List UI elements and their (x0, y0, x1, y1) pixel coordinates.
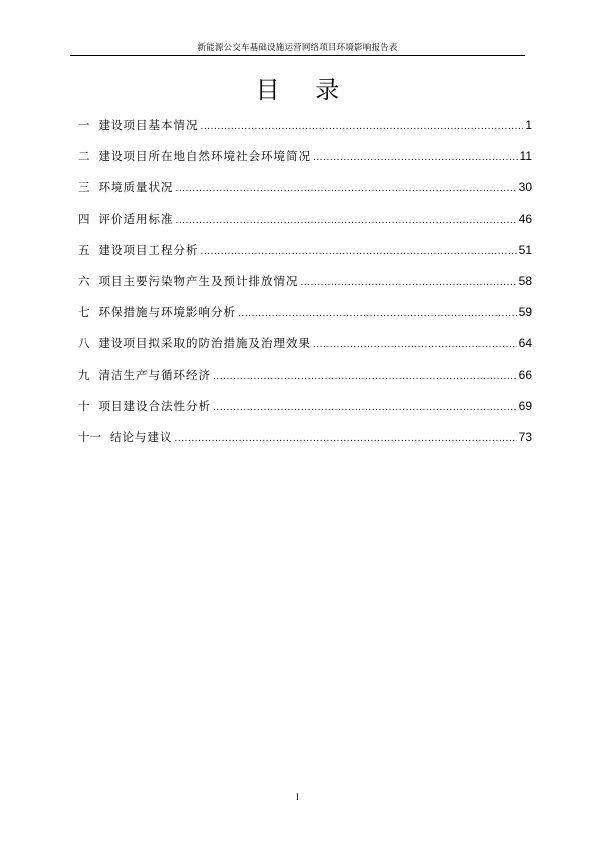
running-header: 新能源公交车基础设施运营网络项目环境影响报告表 (197, 43, 398, 53)
dot-leader (176, 183, 517, 194)
toc-entry-number: 十一 (78, 429, 101, 444)
dot-leader (301, 277, 517, 288)
toc-entry[interactable] (78, 367, 532, 398)
toc-entry-number: 八 (78, 336, 90, 351)
dot-leader (238, 308, 517, 319)
toc-entry-page: 46 (518, 211, 532, 226)
dot-leader (201, 246, 517, 257)
toc-entry-title: 结论与建议 (110, 429, 173, 444)
dot-leader (176, 215, 517, 226)
dot-leader (213, 371, 517, 382)
dot-leader (201, 121, 524, 132)
toc-entry-page: 73 (518, 429, 532, 444)
table-of-contents (78, 117, 532, 460)
toc-entry[interactable] (78, 148, 532, 179)
toc-entry-page: 69 (518, 398, 532, 413)
toc-entry-title: 项目主要污染物产生及预计排放情况 (98, 273, 299, 288)
toc-entry[interactable] (78, 335, 532, 366)
toc-entry-title: 项目建设合法性分析 (98, 398, 211, 413)
toc-entry-number: 六 (78, 273, 90, 288)
toc-entry[interactable] (78, 273, 532, 304)
toc-entry[interactable] (78, 429, 532, 460)
toc-entry-number: 九 (78, 367, 90, 382)
dot-leader (175, 433, 517, 444)
header-divider (70, 55, 525, 56)
toc-entry-number: 七 (78, 305, 90, 320)
toc-entry[interactable] (78, 304, 532, 335)
toc-entry-page: 30 (518, 180, 532, 195)
dot-leader (213, 402, 517, 413)
toc-entry-title: 评价适用标准 (98, 211, 174, 226)
toc-entry-title: 环境质量状况 (98, 180, 174, 195)
toc-entry-page: 64 (518, 336, 532, 351)
dot-leader (313, 339, 517, 350)
toc-entry-number: 一 (78, 118, 90, 132)
toc-entry-page: 58 (518, 273, 532, 288)
toc-entry-number: 二 (78, 149, 90, 164)
toc-entry-title: 环保措施与环境影响分析 (98, 305, 236, 320)
toc-entry-number: 五 (78, 242, 90, 257)
toc-entry-number: 三 (78, 180, 90, 195)
toc-entry-title: 建设项目拟采取的防治措施及治理效果 (98, 336, 311, 351)
page-title: 目 录 (255, 76, 354, 104)
toc-entry-page: 1 (525, 118, 532, 132)
toc-entry[interactable] (78, 179, 532, 210)
toc-entry-page: 51 (518, 242, 532, 257)
toc-entry[interactable] (78, 242, 532, 273)
toc-entry-page: 66 (518, 367, 532, 382)
toc-entry-number: 四 (78, 211, 90, 226)
toc-entry[interactable] (78, 211, 532, 242)
toc-entry-page: 59 (518, 305, 532, 320)
toc-entry-title: 清洁生产与循环经济 (98, 367, 211, 382)
toc-entry-title: 建设项目所在地自然环境社会环境简况 (98, 149, 311, 164)
toc-entry-page: 11 (519, 149, 532, 164)
toc-entry[interactable] (78, 117, 532, 148)
toc-entry-title: 建设项目基本情况 (98, 118, 199, 132)
toc-entry-title: 建设项目工程分析 (98, 242, 199, 257)
page-number: I (296, 792, 299, 802)
dot-leader (313, 152, 518, 163)
toc-entry[interactable] (78, 398, 532, 429)
toc-entry-number: 十 (78, 398, 90, 413)
